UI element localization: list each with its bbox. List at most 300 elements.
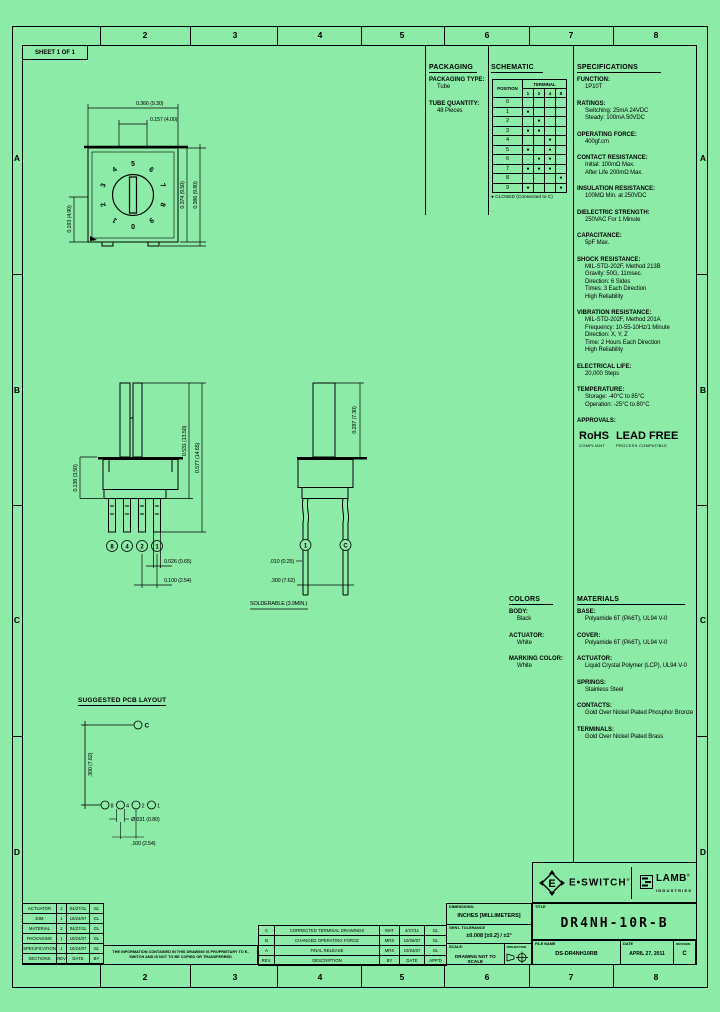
dim-top-boss: 0.157 (4.00): [150, 117, 178, 123]
table-cell: GL: [90, 934, 104, 944]
contact-cell: [556, 145, 567, 155]
item-label: TERMINALS:: [577, 726, 614, 733]
zone-row-left: D: [13, 847, 21, 857]
schematic-row-4: [493, 136, 567, 146]
packaging-items: [429, 77, 487, 115]
zone-tick: [12, 274, 22, 275]
contact-cell: [534, 183, 545, 193]
specifications-items: [577, 77, 699, 425]
zone-tick: [190, 965, 191, 988]
item-line: 1P10T: [585, 84, 603, 90]
table-cell: GL: [90, 904, 104, 914]
zone-column-top: 6: [484, 30, 490, 40]
zone-row-left: B: [13, 385, 21, 395]
zone-column-bottom: 4: [317, 972, 323, 982]
item-label: CAPACITANCE:: [577, 233, 622, 239]
schematic-row-3: [493, 126, 567, 136]
table-cell: GL: [90, 944, 104, 954]
zone-column-bottom: 5: [399, 972, 405, 982]
contact-cell: [523, 117, 534, 127]
tolerance-block: [446, 903, 532, 965]
dim-side-shaft: 0.287 (7.30): [352, 406, 358, 434]
item-line: Time: 2 Hours Each Direction: [585, 339, 661, 346]
item-line: 48 Pieces: [437, 107, 463, 114]
contact-cell: ●: [523, 164, 534, 174]
zone-tick: [277, 26, 278, 45]
table-cell: 4/27/11: [400, 926, 425, 936]
lamb-logo: [632, 870, 692, 894]
item-label: INSULATION RESISTANCE:: [577, 186, 656, 192]
dial-digit-1: 1: [111, 215, 119, 224]
item-line: Storage: -40°C to 85°C: [585, 394, 645, 400]
item-label: SPRINGS:: [577, 679, 607, 686]
table-cell: BY: [90, 954, 104, 964]
dimensions-value: INCHES [MILLIMETERS]: [457, 913, 521, 919]
date-value: APRIL 27, 2011: [629, 951, 665, 957]
item-label: APPROVALS:: [577, 418, 616, 424]
zone-tick: [277, 965, 278, 988]
contact-cell: ●: [545, 145, 556, 155]
dim-side-solderable: SOLDERABLE (3.9MIN.): [250, 601, 308, 607]
zone-tick: [697, 505, 708, 506]
contact-cell: ●: [556, 174, 567, 184]
dim-front-pin-width: 0.026 (0.65): [164, 559, 192, 565]
table-cell: 2: [57, 904, 67, 914]
eswitch-diamond-e: E: [548, 877, 556, 890]
item-label: BASE:: [577, 609, 596, 615]
revision-label: REVISION: [676, 942, 691, 946]
terminal-callout-2: 2: [140, 544, 144, 551]
lamb-subtext: INDUSTRIES: [656, 887, 693, 893]
pcb-pad-8: 8: [110, 803, 114, 810]
terminal-callout-8: 8: [110, 544, 114, 551]
contact-cell: [523, 136, 534, 146]
item-line: White: [517, 639, 532, 646]
table-cell: 04/27/11: [67, 924, 90, 934]
contact-cell: ●: [534, 126, 545, 136]
item-line: Gold Over Nickel Plated Brass: [585, 733, 664, 740]
contact-cell: [556, 117, 567, 127]
table-cell: MATERIAL: [23, 924, 57, 934]
table-cell: 04/27/11: [67, 904, 90, 914]
table-row: [23, 944, 104, 954]
eswitch-diamond-icon: [539, 870, 565, 896]
item-line: Initial: 100mΩ Max.: [585, 162, 635, 168]
eswitch-reg: ®: [626, 876, 631, 882]
zone-row-left: C: [13, 615, 21, 625]
table-cell: CORRECTED TERMINAL DRAWINGS: [275, 926, 380, 936]
item-line: Times: 3 Each Direction: [585, 286, 647, 292]
zone-column-bottom: 2: [142, 972, 148, 982]
item-line: Switching: 25mA 24VDC: [585, 107, 649, 114]
zone-column-top: 3: [232, 30, 238, 40]
terminal-column-8: 8: [556, 89, 567, 98]
file-name-cell: [532, 940, 621, 965]
terminal-column-2: 2: [534, 89, 545, 98]
contact-cell: [556, 136, 567, 146]
table-cell: MRS: [380, 936, 400, 946]
dimensions-cell: [446, 903, 532, 925]
colors-section: [509, 588, 573, 671]
item-line: High Reliability: [585, 347, 624, 353]
zone-tick: [12, 736, 22, 737]
specifications-title: SPECIFICATIONS: [577, 64, 661, 73]
table-cell: CHANGED OPERATING FORCE: [275, 936, 380, 946]
schematic-row-8: [493, 174, 567, 184]
leadfree-subtext: PROCESS COMPATIBLE: [615, 443, 668, 448]
zone-column-top: 8: [653, 30, 659, 40]
item-line: 400gf.cm: [585, 138, 609, 145]
title-label: TITLE: [535, 905, 546, 909]
contact-cell: ●: [523, 145, 534, 155]
contact-cell: [523, 98, 534, 108]
zone-tick: [100, 965, 101, 988]
eswitch-text: E•SWITCH: [569, 877, 627, 889]
zone-tick: [613, 965, 614, 988]
scale-cell: [446, 943, 532, 965]
zone-tick: [12, 505, 22, 506]
terminal-callout-1: 1: [155, 544, 159, 551]
terminal-column-4: 4: [545, 89, 556, 98]
scale-label: SCALE:: [449, 945, 464, 949]
top-view-body: [84, 147, 188, 246]
table-cell: 2: [57, 924, 67, 934]
item-line: MIL-STD-202F, Method 213B: [585, 263, 661, 270]
terminal-callout-side-1: 1: [303, 543, 308, 550]
table-cell: FINAL RELEASE: [275, 946, 380, 956]
contact-cell: ●: [545, 136, 556, 146]
item-label: ACTUATOR:: [577, 656, 613, 662]
rohs-badge: [579, 431, 609, 448]
position-cell: 3: [493, 126, 523, 136]
schematic-row-2: [493, 117, 567, 127]
divider-specs-left: [573, 45, 574, 862]
contact-cell: ●: [556, 183, 567, 193]
item-line: 5pF Max.: [585, 240, 610, 246]
dial-digit-5: 5: [131, 160, 135, 168]
item-label: CONTACT RESISTANCE:: [577, 155, 648, 161]
scale-value: DRAWING NOT TO SCALE: [454, 954, 496, 964]
sheet-label-box: [22, 45, 88, 60]
item-line: 100MΩ Min. at 250VDC: [585, 193, 647, 199]
pcb-pad-4: 4: [126, 803, 130, 810]
schematic-note: ● CLOSED (Connected to C): [491, 195, 553, 200]
colors-items: [509, 609, 573, 671]
item-label: CONTACTS:: [577, 703, 612, 709]
contact-cell: [523, 155, 534, 165]
zone-column-top: 5: [399, 30, 405, 40]
zone-tick: [444, 965, 445, 988]
file-name-label: FILE NAME: [535, 942, 556, 946]
packaging-title: PACKAGING: [429, 64, 477, 73]
zone-tick: [697, 274, 708, 275]
schematic-row-9: [493, 183, 567, 193]
terminal-callout-side-c: C: [343, 543, 348, 550]
rohs-text: RoHS: [579, 430, 609, 442]
lamb-bars-icon: [640, 875, 653, 889]
dim-side-pin-thickness: .010 (0.25): [269, 559, 294, 565]
table-cell: APP'D: [425, 956, 447, 966]
tolerance-value: ±0.008 [±0.2] / ±1°: [466, 933, 512, 939]
schematic-title: SCHEMATIC: [491, 64, 543, 73]
item-line: High Reliability: [585, 293, 624, 300]
contact-cell: [545, 98, 556, 108]
divider-packaging-left: [425, 45, 426, 215]
contact-cell: [545, 117, 556, 127]
eswitch-wordmark: [569, 877, 631, 888]
table-cell: MRS: [380, 946, 400, 956]
dial-digit-9: 9: [147, 215, 155, 224]
table-cell: 10/26/07: [400, 936, 425, 946]
table-row: [259, 946, 447, 956]
zone-tick: [444, 26, 445, 45]
leadfree-badge: [616, 431, 678, 448]
table-cell: DATE: [67, 954, 90, 964]
dial-digit-4: 4: [111, 166, 119, 175]
contact-cell: [545, 174, 556, 184]
proprietary-note: THE INFORMATION CONTAINED IN THIS DRAWING IS PROPRIETARY TO E-SWITCH AND IS NOT TO BE COPIED OR TRANSFERRED: [103, 945, 258, 965]
dial-digit-6: 6: [147, 166, 155, 175]
schematic-row-1: [493, 107, 567, 117]
dim-top-right-outer: 0.386 (9.80): [193, 181, 199, 209]
dim-front-height-outer: 0.577 (14.65): [195, 442, 201, 474]
item-line: MIL-STD-202F, Method 201A: [585, 317, 661, 323]
specifications-section: [577, 56, 699, 448]
dim-top-left: 0.193 (4.90): [67, 205, 73, 233]
titleblock-bottom-row: [532, 940, 697, 965]
table-cell: GL: [425, 936, 447, 946]
item-label: OPERATING FORCE:: [577, 131, 637, 138]
zone-tick: [613, 26, 614, 45]
tolerance-label: GEN'L TOLERANCE: [449, 926, 485, 930]
table-cell: 10/24/07: [67, 934, 90, 944]
part-number: DR4NH-10R-B: [560, 916, 669, 931]
dial-digit-0: 0: [131, 222, 135, 230]
zone-column-top: 7: [568, 30, 574, 40]
contact-cell: [523, 174, 534, 184]
table-cell: SPECIFICATION: [23, 944, 57, 954]
schematic-row-5: [493, 145, 567, 155]
pcb-layout-drawing: [70, 688, 200, 853]
contact-cell: [556, 126, 567, 136]
sheet-label: SHEET 1 OF 1: [34, 49, 75, 56]
table-cell: REV: [57, 954, 67, 964]
schematic-row-6: [493, 155, 567, 165]
item-line: After Life 200mΩ Max.: [585, 169, 643, 176]
side-view-dimension-lines: [250, 383, 364, 609]
table-row: [23, 934, 104, 944]
table-cell: GL: [425, 926, 447, 936]
item-line: Steady: 100mA 50VDC: [585, 115, 645, 121]
table-row: [23, 904, 104, 914]
position-header: POSITION: [493, 80, 523, 98]
dim-top-width: 0.366 (9.30): [136, 101, 164, 107]
leadfree-text: LEAD FREE: [615, 430, 679, 442]
table-cell: 1: [57, 934, 67, 944]
item-line: Stainless Steel: [585, 686, 624, 693]
table-cell: REV.: [259, 956, 275, 966]
table-cell: MAT: [380, 926, 400, 936]
table-row: [259, 926, 447, 936]
item-line: Polyamide 6T (PA6T), UL94 V-0: [585, 616, 668, 622]
contact-cell: [556, 164, 567, 174]
zone-column-bottom: 3: [232, 972, 238, 982]
dim-side-row-spacing: .300 (7.62): [270, 578, 295, 584]
front-view-dimension-lines: [80, 383, 206, 588]
zone-tick: [529, 26, 530, 45]
table-cell: DIM: [23, 914, 57, 924]
revision-cell: [673, 940, 696, 965]
side-view-drawing: [250, 378, 390, 618]
lamb-reg: ®: [686, 872, 691, 878]
item-label: TEMPERATURE:: [577, 387, 625, 393]
item-line: Black: [517, 616, 532, 622]
position-cell: 2: [493, 117, 523, 127]
table-cell: 1: [57, 914, 67, 924]
position-cell: 0: [493, 98, 523, 108]
item-line: Direction: X, Y, Z: [585, 332, 628, 338]
table-cell: PACKAGING: [23, 934, 57, 944]
table-row: [259, 956, 447, 966]
file-name-value: DS-DR4NH10RB: [555, 951, 598, 957]
contact-cell: ●: [545, 164, 556, 174]
contact-cell: ●: [523, 183, 534, 193]
materials-section: [577, 588, 699, 741]
zone-column-bottom: 7: [568, 972, 574, 982]
item-label: DIELECTRIC STRENGTH:: [577, 209, 650, 216]
item-label: VIBRATION RESISTANCE:: [577, 310, 652, 316]
dial-digit-7: 7: [158, 182, 167, 189]
table-cell: 10/24/07: [400, 946, 425, 956]
table-cell: GL: [90, 914, 104, 924]
item-label: RATINGS:: [577, 100, 606, 107]
item-label: PACKAGING TYPE:: [429, 77, 485, 83]
eswitch-logo: [533, 870, 631, 896]
position-cell: 1: [493, 107, 523, 117]
table-cell: A: [259, 946, 275, 956]
item-line: Gold Over Nickel Plated Phosphor Bronze: [585, 710, 694, 716]
schematic-table-wrap: [492, 79, 571, 193]
contact-cell: ●: [523, 107, 534, 117]
table-cell: B: [259, 936, 275, 946]
date-label: DATE: [623, 942, 634, 946]
zone-row-right: A: [699, 153, 707, 163]
contact-cell: [534, 145, 545, 155]
terminal-callout-4: 4: [125, 544, 129, 551]
terminal-column-1: 1: [523, 89, 534, 98]
position-cell: 4: [493, 136, 523, 146]
contact-cell: [534, 107, 545, 117]
dim-front-pitch: 0.100 (2.54): [164, 578, 192, 584]
table-cell: GL: [90, 924, 104, 934]
table-cell: GL: [425, 946, 447, 956]
front-view-drawing: [60, 378, 245, 613]
zone-tick: [697, 736, 708, 737]
contact-cell: ●: [545, 155, 556, 165]
projection-label: PROJECTION: [506, 945, 527, 949]
zone-column-bottom: 8: [653, 972, 659, 982]
logo-box: [532, 862, 697, 903]
pcb-dim-hole: Ø.031 (0.80): [131, 817, 160, 823]
schematic-row-0: [493, 98, 567, 108]
table-cell: 10/24/07: [67, 944, 90, 954]
lamb-text: LAMB: [656, 872, 687, 884]
front-view-body: [98, 383, 183, 532]
dim-front-height-inner: 0.531 (13.50): [182, 425, 188, 457]
item-line: 20,000 Steps: [585, 370, 620, 377]
schematic-section: [491, 56, 571, 200]
contact-cell: [534, 98, 545, 108]
schematic-table: [492, 79, 567, 193]
contact-cell: ●: [534, 155, 545, 165]
zone-row-right: B: [699, 385, 707, 395]
item-line: White: [517, 663, 532, 669]
materials-items: [577, 609, 699, 741]
item-label: SHOCK RESISTANCE:: [577, 256, 641, 263]
item-line: Direction: 6 Sides: [585, 278, 631, 285]
zone-tick: [529, 965, 530, 988]
position-cell: 8: [493, 174, 523, 184]
colors-title: COLORS: [509, 596, 553, 605]
table-cell: DESCRIPTION: [275, 956, 380, 966]
pcb-pad-1: 1: [157, 803, 161, 810]
contact-cell: [534, 174, 545, 184]
zone-tick: [190, 26, 191, 45]
position-cell: 5: [493, 145, 523, 155]
position-cell: 6: [493, 155, 523, 165]
revision-history-table: [258, 925, 447, 966]
contact-cell: [545, 183, 556, 193]
title-cell: [532, 903, 697, 940]
zone-tick: [361, 26, 362, 45]
zone-row-right: C: [699, 615, 707, 625]
contact-cell: ●: [534, 117, 545, 127]
dial-digit-3: 3: [99, 182, 108, 189]
item-label: ELECTRICAL LIFE:: [577, 363, 632, 370]
zone-tick: [361, 965, 362, 988]
contact-cell: [534, 136, 545, 146]
table-cell: BY: [380, 956, 400, 966]
section-revision-table: [22, 903, 104, 964]
item-label: TUBE QUANTITY:: [429, 100, 480, 107]
dim-front-left: 0.138 (3.50): [73, 464, 79, 492]
zone-column-bottom: 6: [484, 972, 490, 982]
dial-digit-2: 2: [99, 201, 108, 208]
schematic-row-7: [493, 164, 567, 174]
contact-cell: [556, 155, 567, 165]
contact-cell: [545, 107, 556, 117]
contact-cell: [556, 98, 567, 108]
contact-cell: [556, 107, 567, 117]
position-cell: 7: [493, 164, 523, 174]
approvals-badges: [579, 431, 699, 448]
item-line: Operation: -25°C to 80°C: [585, 401, 650, 408]
pcb-pad-c: C: [144, 722, 150, 730]
table-row: [23, 914, 104, 924]
contact-cell: ●: [534, 164, 545, 174]
table-row: [259, 936, 447, 946]
zone-column-top: 4: [317, 30, 323, 40]
materials-title: MATERIALS: [577, 596, 685, 605]
revision-value: C: [682, 951, 687, 957]
zone-column-top: 2: [142, 30, 148, 40]
item-label: ACTUATOR:: [509, 632, 545, 639]
lamb-wordmark: [656, 870, 692, 894]
divider-schematic-left: [488, 45, 489, 215]
pcb-dim-pitch: .100 (2.54): [131, 841, 156, 847]
dim-top-right-inner: 0.374 (9.50): [180, 181, 186, 209]
dial-digit-8: 8: [158, 201, 167, 208]
